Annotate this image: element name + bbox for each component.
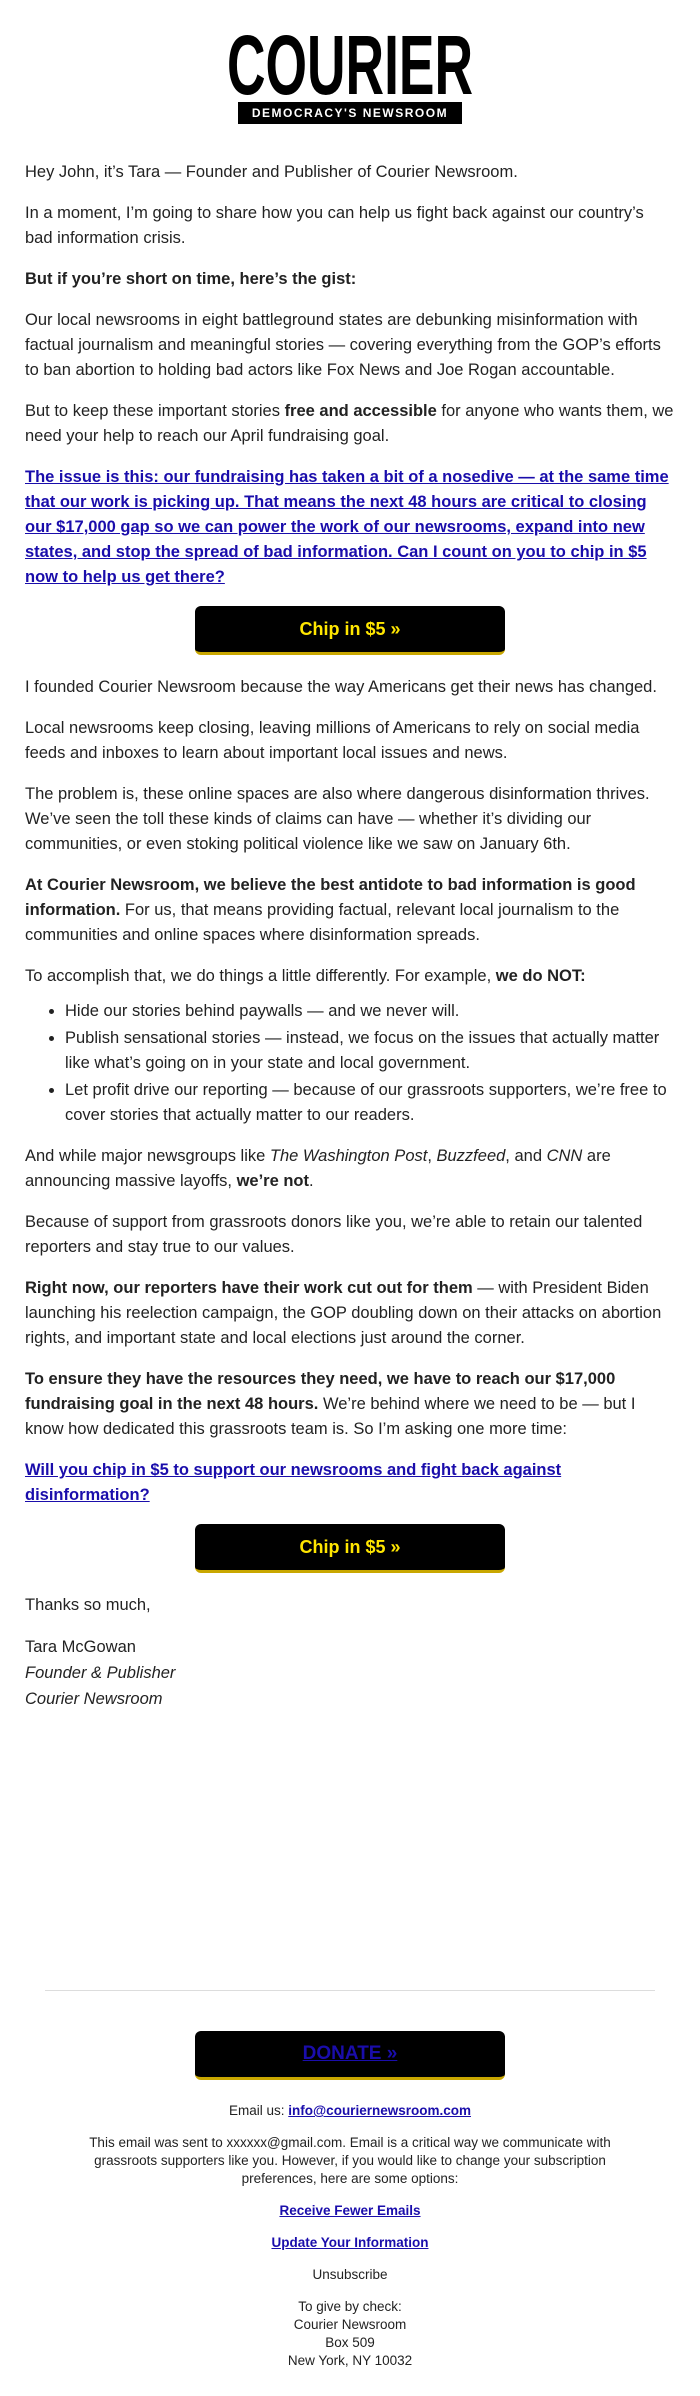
antidote-paragraph: At Courier Newsroom, we believe the best antidote to bad information is good information. For us, that means providing factual, relevant local journalism to the communities and online spaces where disinformation spreads. <box>25 876 636 944</box>
layoffs-paragraph: And while major newsgroups like The Washington Post, Buzzfeed, and CNN are announcing massive layoffs, we’re not. <box>25 1147 611 1190</box>
signature <box>25 1634 675 1712</box>
courier-logo <box>224 28 476 98</box>
footer <box>0 1990 700 2384</box>
list-item: • Hide our stories behind paywalls — and we never will. <box>65 999 675 1024</box>
problem-paragraph: The problem is, these online spaces are also where dangerous disinformation thrives. We’ve seen the toll these kinds of claims can have — whether it’s dividing our communities, or even stoking political violence like we saw on January 6th. <box>25 785 650 853</box>
email-body <box>25 160 675 1728</box>
ask-link-paragraph <box>25 1458 675 1508</box>
support-paragraph: Because of support from grassroots donors like you, we’re able to retain our talented reporters and stay true to our values. <box>25 1213 643 1256</box>
check-address: To give by check: Courier Newsroom Box 509 New York, NY 10032 <box>287 2299 413 2368</box>
gist-heading: But if you’re short on time, here’s the gist: <box>25 270 357 288</box>
signature-name: Tara McGowan <box>25 1638 136 1656</box>
do-not-list <box>25 999 675 1128</box>
logo-wordmark: COURIER <box>227 28 473 98</box>
donate-button[interactable]: DONATE » <box>195 2031 505 2080</box>
unsubscribe-link[interactable]: Unsubscribe <box>312 2267 388 2282</box>
goal-paragraph: But to keep these important stories free and accessible for anyone who wants them, we need your help to reach our April fundraising goal. <box>25 402 674 445</box>
chip-in-button-2[interactable]: Chip in $5 » <box>195 1524 505 1573</box>
logo-tagline: DEMOCRACY'S NEWSROOM <box>238 102 462 124</box>
receive-fewer-emails-link[interactable]: Receive Fewer Emails <box>279 2203 421 2218</box>
signature-org: Courier Newsroom <box>25 1690 163 1708</box>
list-item: • Publish sensational stories — instead, we focus on the issues that actually matter like what’s going on in your state and local government. <box>65 1026 675 1076</box>
signature-title: Founder & Publisher <box>25 1664 176 1682</box>
update-information-link[interactable]: Update Your Information <box>271 2235 429 2250</box>
greeting: Hey John, it’s Tara — Founder and Publisher of Courier Newsroom. <box>25 163 518 181</box>
email-contact: Email us: info@couriernewsroom.com <box>229 2103 471 2118</box>
newsroom-paragraph: Our local newsrooms in eight battleground states are debunking misinformation with factual journalism and meaningful stories — covering everything from the GOP’s efforts to ban abortion to holding bad actors like Fox News and Joe Rogan accountable. <box>25 311 661 379</box>
accomplish-paragraph: To accomplish that, we do things a little differently. For example, we do NOT: <box>25 967 586 985</box>
list-item: • Let profit drive our reporting — because of our grassroots supporters, we’re free to cover stories that actually matter to our readers. <box>65 1078 675 1128</box>
fundraising-link-paragraph <box>25 465 675 590</box>
thanks: Thanks so much, <box>25 1596 151 1614</box>
ask-link[interactable]: Will you chip in $5 to support our newsrooms and fight back against disinformation? <box>25 1461 562 1504</box>
chip-in-button-1[interactable]: Chip in $5 » <box>195 606 505 655</box>
intro-paragraph: In a moment, I’m going to share how you can help us fight back against our country’s bad information crisis. <box>25 204 644 247</box>
founding-paragraph: I founded Courier Newsroom because the way Americans get their news has changed. <box>25 678 657 696</box>
subscription-notice: This email was sent to xxxxxx@gmail.com. Email is a critical way we communicate with grassroots supporters like you. However, if you would like to change your subscription preferences, here are some options: <box>89 2135 611 2186</box>
local-newsrooms-paragraph: Local newsrooms keep closing, leaving millions of Americans to rely on social media feeds and inboxes to learn about important local issues and news. <box>25 719 640 762</box>
fundraising-link[interactable]: The issue is this: our fundraising has taken a bit of a nosedive — at the same time that our work is picking up. That means the next 48 hours are critical to closing our $17,000 gap so we can power the work of our newsrooms, expand into new states, and stop the spread of bad information. Can I count on you to chip in $5 now to help us get there? <box>25 468 669 586</box>
reporters-paragraph: Right now, our reporters have their work cut out for them — with President Biden launching his reelection campaign, the GOP doubling down on their attacks on abortion rights, and important state and local elections just around the corner. <box>25 1279 662 1347</box>
email-link[interactable]: info@couriernewsroom.com <box>288 2103 471 2118</box>
resources-paragraph: To ensure they have the resources they need, we have to reach our $17,000 fundraising goal in the next 48 hours. We’re behind where we need to be — but I know how dedicated this grassroots team is. So I’m asking one more time: <box>25 1370 636 1438</box>
header-logo <box>0 28 700 124</box>
